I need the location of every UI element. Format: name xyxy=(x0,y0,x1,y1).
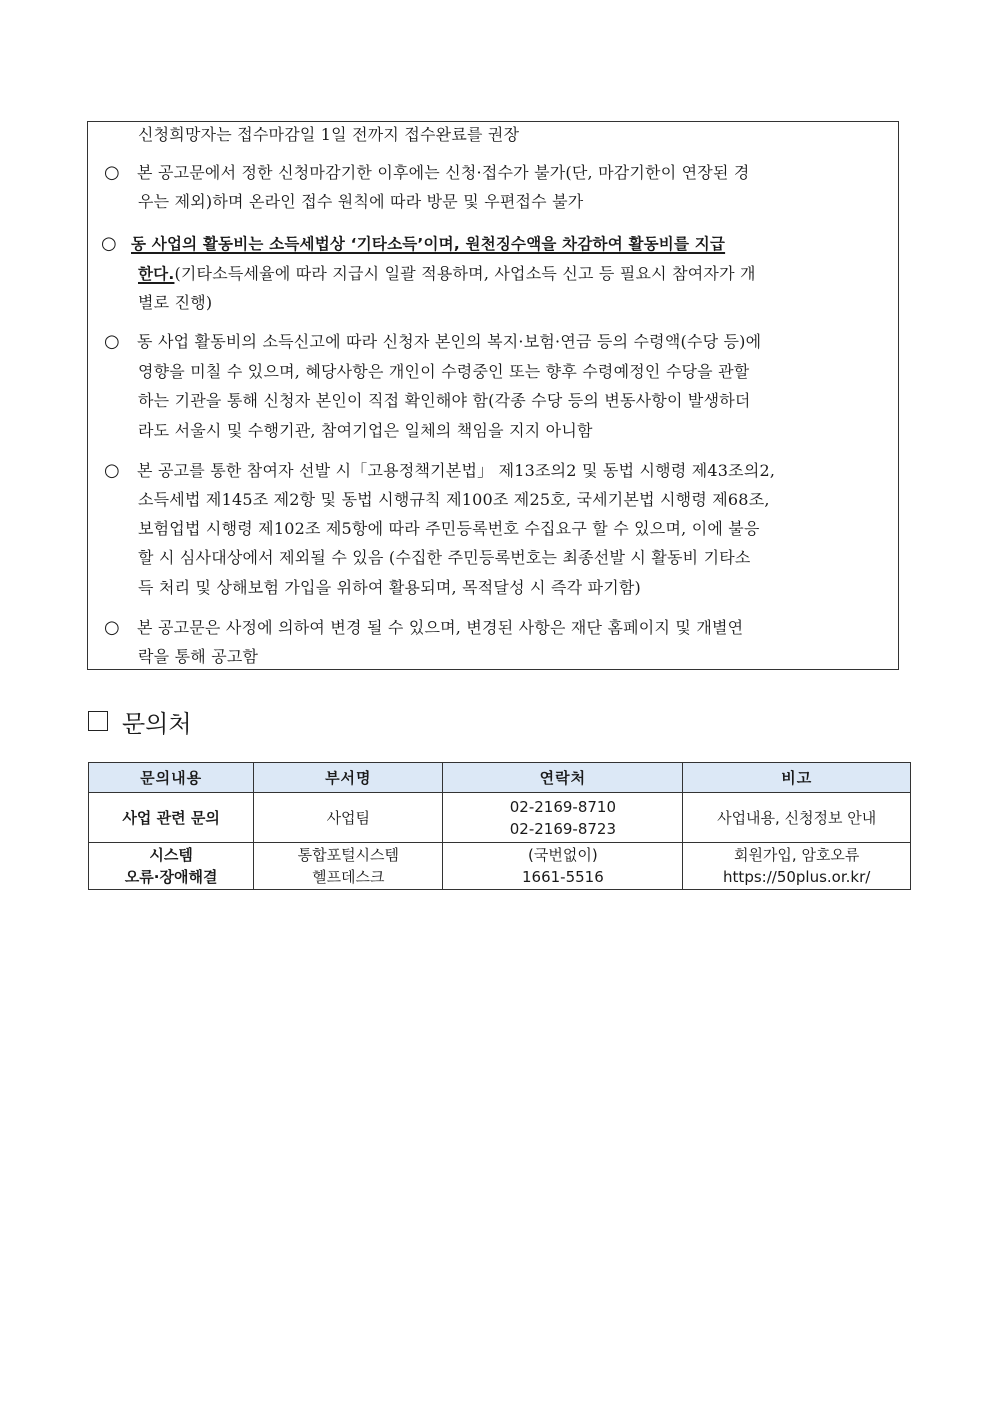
dept-line: 헬프데스크 xyxy=(312,868,385,886)
note-cell: 사업내용, 신청정보 안내 xyxy=(683,793,911,843)
dept-line: 통합포털시스템 xyxy=(297,846,400,864)
notice-item-4-line-2: 소득세법 제145조 제2항 및 동법 시행규칙 제100조 제25호, 국세기본법 시행령 제68조, xyxy=(138,490,770,509)
table-row xyxy=(89,843,911,890)
note-cell xyxy=(683,843,911,890)
notice-item-2-bold-line-1: 동 사업의 활동비는 소득세법상 ‘기타소득’이며, 원천징수액을 차감하여 활동비를 지급 xyxy=(131,235,726,253)
bullet-icon: ○ xyxy=(104,331,120,352)
topic-cell xyxy=(89,843,254,890)
header-phone: 연락처 xyxy=(443,763,683,793)
notice-item-5-line-2: 락을 통해 공고함 xyxy=(138,647,259,666)
dept-cell xyxy=(254,843,443,890)
notice-continuation: 신청희망자는 접수마감일 1일 전까지 접수완료를 권장 xyxy=(138,125,520,144)
phone-prefix-note: (국번없이) xyxy=(528,846,598,864)
notice-item-1-line-1: 본 공고문에서 정한 신청마감기한 이후에는 신청·접수가 불가(단, 마감기한이 연장된 경 xyxy=(137,163,750,182)
notice-item-2-bold-start: 한다. xyxy=(138,265,175,283)
notice-item-3-line-1: 동 사업 활동비의 소득신고에 따라 신청자 본인의 복지·보험·연금 등의 수령액(수당 등)에 xyxy=(137,332,762,351)
bullet-icon: ○ xyxy=(104,162,120,183)
bullet-icon: ○ xyxy=(104,617,120,638)
notice-item-3-line-4: 라도 서울시 및 수행기관, 참여기업은 일체의 책임을 지지 아니함 xyxy=(138,421,593,440)
bullet-icon: ○ xyxy=(101,233,117,254)
notice-item-3-line-3: 하는 기관을 통해 신청자 본인이 직접 확인해야 함(각종 수당 등의 변동사항이 발생하더 xyxy=(138,391,751,410)
dept-cell: 사업팀 xyxy=(254,793,443,843)
phone-number: 02-2169-8710 xyxy=(509,797,617,816)
phone-number: 02-2169-8723 xyxy=(509,819,617,838)
note-line: 회원가입, 암호오류 xyxy=(733,846,860,864)
topic-line: 오류·장애해결 xyxy=(124,868,218,886)
notice-item-2-line-2-rest: (기타소득세율에 따라 지급시 일괄 적용하며, 사업소득 신고 등 필요시 참여자가 개 xyxy=(174,264,756,283)
notice-item-2-line-2 xyxy=(138,263,756,285)
notice-item-4-line-1: 본 공고를 통한 참여자 선발 시「고용정책기본법」 제13조의2 및 동법 시행령 제43조의2, xyxy=(137,461,776,480)
contact-table xyxy=(88,762,911,890)
notice-item-2-line-3: 별로 진행) xyxy=(138,293,213,312)
topic-line: 시스템 xyxy=(149,846,193,864)
notice-item-4-line-4: 할 시 심사대상에서 제외될 수 있음 (수집한 주민등록번호는 최종선발 시 활동비 기타소 xyxy=(138,548,751,567)
phone-number: 1661-5516 xyxy=(522,868,604,886)
header-topic: 문의내용 xyxy=(89,763,254,793)
header-note: 비고 xyxy=(683,763,911,793)
notice-item-1-line-2: 우는 제외)하며 온라인 접수 원칙에 따라 방문 및 우편접수 불가 xyxy=(138,192,584,211)
table-row xyxy=(89,793,911,843)
notice-item-4-line-5: 득 처리 및 상해보험 가입을 위하여 활용되며, 목적달성 시 즉각 파기함) xyxy=(138,578,641,597)
table-header-row xyxy=(89,763,911,793)
topic-cell: 사업 관련 문의 xyxy=(89,793,254,843)
phone-cell xyxy=(443,843,683,890)
header-dept: 부서명 xyxy=(254,763,443,793)
bullet-icon: ○ xyxy=(104,460,120,481)
contact-section-title: 문의처 xyxy=(122,709,192,738)
website-link[interactable]: https://50plus.or.kr/ xyxy=(723,868,871,886)
notice-item-4-line-3: 보험업법 시행령 제102조 제5항에 따라 주민등록번호 수집요구 할 수 있으며, 이에 불응 xyxy=(138,519,760,538)
contact-section-heading xyxy=(88,705,192,737)
square-bullet-icon xyxy=(88,711,108,731)
notice-item-5-line-1: 본 공고문은 사정에 의하여 변경 될 수 있으며, 변경된 사항은 재단 홈페이지 및 개별연 xyxy=(137,618,744,637)
phone-cell xyxy=(443,793,683,843)
notice-item-3-line-2: 영향을 미칠 수 있으며, 혜당사항은 개인이 수령중인 또는 향후 수령예정인 수당을 관할 xyxy=(138,362,750,381)
